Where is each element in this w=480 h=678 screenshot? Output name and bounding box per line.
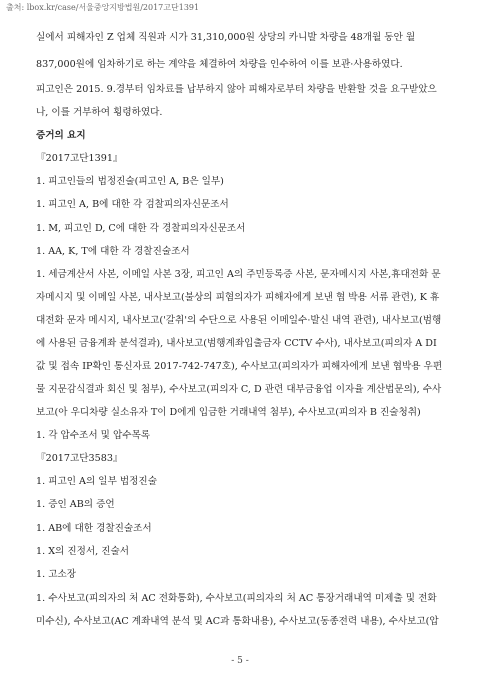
- page-number: - 5 -: [231, 656, 249, 666]
- text-line: 1. 고소장: [36, 569, 77, 580]
- text-line: 1. M, 피고인 D, C에 대한 각 경찰피의자신문조서: [36, 223, 246, 234]
- text-line: 자메시지 및 이메일 사본, 내사보고(불상의 피혐의자가 피해자에게 보낸 협 박용 서류 관련), K 휴: [36, 292, 440, 303]
- text-line: 실에서 피해자인 Z 업체 직원과 시가 31,310,000원 상당의 카니발 차량을 48개월 동안 월: [36, 32, 416, 43]
- text-line: 837,000원에 임차하기로 하는 계약을 체결하여 차량을 인수하여 이를 보관·사용하였다.: [36, 59, 403, 70]
- source-url: 출처: lbox.kr/case/서울중앙지방법원/2017고단1391: [6, 3, 200, 12]
- text-line: 『2017고단3583』: [36, 453, 123, 464]
- text-line: 보고(아 우디차량 실소유자 T이 D에게 입금한 거래내역 첨부), 수사보고(피의자 B 진술청취): [36, 407, 421, 418]
- text-line: 대전화 문자 메시지, 내사보고('갈취'의 수단으로 사용된 이메일수·발신 내역 관련), 내사보고(범행: [36, 315, 442, 326]
- text-line: 피고인은 2015. 9.경부터 임차료를 납부하지 않아 피해자로부터 차량을 반환할 것을 요구받았으: [36, 84, 437, 95]
- text-line: 1. 수사보고(피의자의 처 AC 전화통화), 수사보고(피의자의 처 AC 통장거래내역 미제출 및 전화: [36, 593, 437, 604]
- text-line: 1. 피고인들의 법정진술(피고인 A, B은 일부): [36, 176, 224, 187]
- text-line: 『2017고단1391』: [36, 153, 123, 164]
- text-line: 1. 증인 AB의 증언: [36, 499, 115, 510]
- text-line: 미수신), 수사보고(AC 계좌내역 분석 및 AC과 통화내용), 수사보고(동종전력 내용), 수사보고(압: [36, 616, 439, 627]
- text-line: 1. 세금계산서 사본, 이메일 사본 3장, 피고인 A의 주민등록증 사본, 문자메시지 사본,휴대전화 문: [36, 269, 441, 280]
- text-line: 물 지문감식결과 회신 및 첨부), 수사보고(피의자 C, D 관련 대부금융업 이자율 계산법문의), 수사: [36, 384, 442, 395]
- text-line: 1. X의 진정서, 진술서: [36, 546, 130, 557]
- text-line: 1. 각 압수조서 및 압수목록: [36, 430, 151, 441]
- text-line: 1. 피고인 A, B에 대한 각 검찰피의자신문조서: [36, 199, 229, 210]
- text-line: 에 사용된 금융계좌 분석결과), 내사보고(범행계좌입출금자 CCTV 수사), 내사보고(피의자 A DI: [36, 338, 437, 349]
- text-line: 1. AB에 대한 경찰진술조서: [36, 523, 152, 534]
- text-line: 값 및 접속 IP확인 통신자료 2017-742-747호), 수사보고(피의자가 피해자에게 보낸 협박용 우편: [36, 361, 443, 372]
- section-heading: 증거의 요지: [36, 130, 86, 141]
- text-line: 나, 이를 거부하여 횡령하였다.: [36, 107, 163, 118]
- text-line: 1. 피고인 A의 일부 법정진술: [36, 476, 157, 487]
- text-line: 1. AA, K, T에 대한 각 경찰진술조서: [36, 246, 190, 257]
